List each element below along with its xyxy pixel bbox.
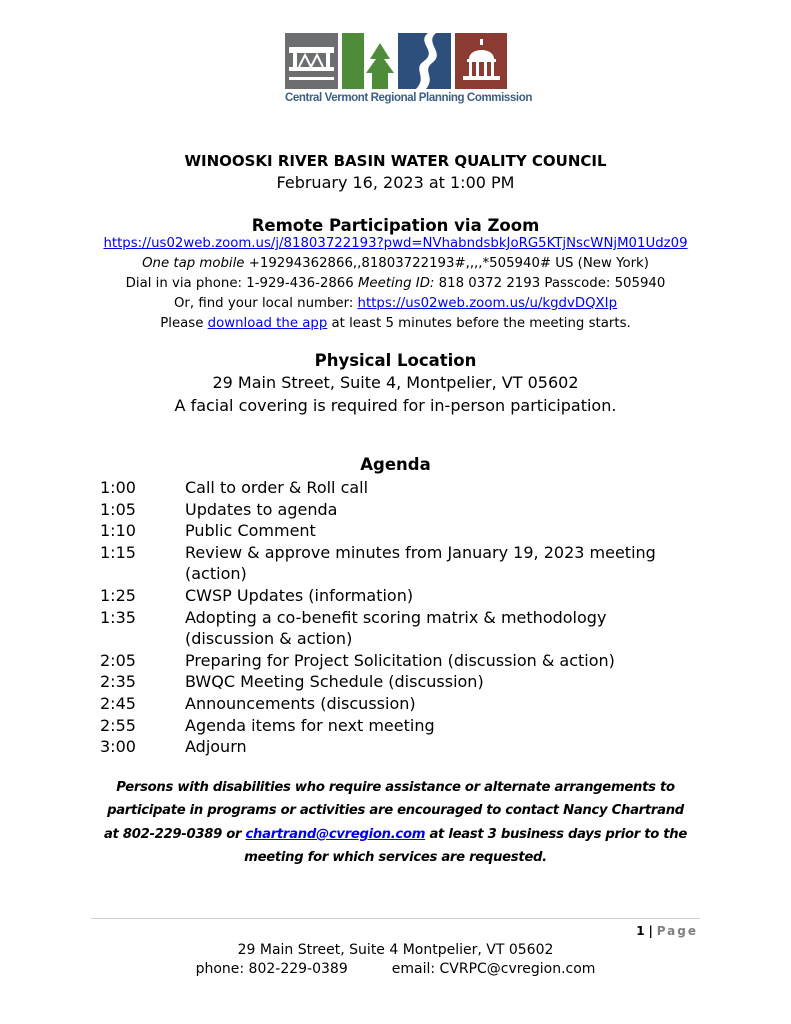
cvrpc-logo <box>285 33 532 111</box>
logo-org-name: Central Vermont Regional Planning Commission <box>285 92 532 104</box>
agenda-time: 1:05 <box>100 499 136 519</box>
agenda-item <box>0 671 791 693</box>
tree-icon <box>342 33 395 89</box>
dial-in-text: Dial in via phone: 1-929-436-2866 <box>125 276 354 291</box>
download-prefix: Please <box>160 316 204 331</box>
agenda-text: Preparing for Project Solicitation (discussion & action) <box>185 650 615 670</box>
facial-covering-note: A facial covering is required for in-person participation. <box>174 396 617 415</box>
agenda-time: 1:10 <box>100 521 136 541</box>
footer-email: email: CVRPC@cvregion.com <box>391 961 596 977</box>
agenda-text: Agenda items for next meeting <box>185 715 435 735</box>
agenda-item <box>0 693 791 715</box>
footer-address: 29 Main Street, Suite 4 Montpelier, VT 05602 <box>237 942 554 958</box>
download-row <box>0 316 791 331</box>
one-tap-value: +19294362866,,81803722193#,,,,*505940# US (New York) <box>248 256 649 271</box>
agenda-text: Public Comment <box>185 521 316 541</box>
meeting-id-value: 818 0372 2193 Passcode: 505940 <box>438 276 666 291</box>
accessibility-notice <box>80 776 711 870</box>
bridge-icon <box>285 33 338 89</box>
download-app-link[interactable]: download the app <box>207 316 328 331</box>
notice-line: Persons with disabilities who require assistance or alternate arrangements to <box>116 780 675 795</box>
agenda-time: 1:25 <box>100 585 136 605</box>
agenda-text: Adopting a co-benefit scoring matrix & methodology (discussion & action) <box>185 607 607 649</box>
download-suffix: at least 5 minutes before the meeting starts. <box>331 316 631 331</box>
agenda-text: Adjourn <box>185 737 247 757</box>
page-number <box>636 924 698 938</box>
agenda-time: 2:55 <box>100 715 136 735</box>
notice-line: participate in programs or activities are encouraged to contact Nancy Chartrand <box>107 803 684 819</box>
notice-email-link[interactable]: chartrand@cvregion.com <box>245 826 426 842</box>
agenda-item <box>0 542 791 585</box>
agenda-time: 2:05 <box>100 650 136 670</box>
footer-contact <box>0 961 791 977</box>
agenda-item <box>0 715 791 737</box>
remote-heading: Remote Participation via Zoom <box>251 216 540 235</box>
agenda-time: 2:35 <box>100 672 136 692</box>
page-number-value: 1 <box>636 924 645 938</box>
capitol-dome-icon <box>455 33 508 89</box>
agenda-item <box>0 585 791 607</box>
agenda-item <box>0 650 791 672</box>
meeting-date: February 16, 2023 at 1:00 PM <box>276 173 515 192</box>
document-title: WINOOSKI RIVER BASIN WATER QUALITY COUNCIL <box>184 152 607 170</box>
one-tap-label: One tap mobile <box>142 256 245 271</box>
agenda-item <box>0 499 791 521</box>
footer-divider <box>91 918 700 919</box>
physical-heading: Physical Location <box>314 351 477 370</box>
agenda-time: 1:35 <box>100 607 136 627</box>
agenda-heading: Agenda <box>360 455 431 474</box>
agenda-item <box>0 736 791 758</box>
logo-tiles <box>285 33 507 89</box>
logo-tree-tile <box>342 33 395 89</box>
notice-line-suffix: at least 3 business days prior to the <box>429 826 688 842</box>
zoom-link-row <box>0 236 791 251</box>
page-word: Page <box>656 924 698 938</box>
river-icon <box>398 33 451 89</box>
notice-line: meeting for which services are requested. <box>244 850 547 866</box>
agenda-item <box>0 607 791 650</box>
agenda-text: Call to order & Roll call <box>185 478 369 497</box>
logo-bridge-tile <box>285 33 338 89</box>
dial-in-row <box>0 276 791 291</box>
agenda-time: 3:00 <box>100 737 136 757</box>
notice-line-prefix: at 802-229-0389 or <box>103 826 242 842</box>
logo-river-tile <box>398 33 451 89</box>
agenda-text: Updates to agenda <box>185 499 338 519</box>
page-number-separator: | <box>648 924 653 938</box>
agenda-text: Announcements (discussion) <box>185 693 416 713</box>
logo-capitol-tile <box>455 33 508 89</box>
find-local-text: Or, find your local number: <box>173 296 354 311</box>
agenda-item <box>0 520 791 542</box>
notice-line <box>80 823 711 846</box>
meeting-id-label: Meeting ID: <box>357 276 435 291</box>
agenda-time: 2:45 <box>100 693 136 713</box>
agenda-item <box>0 477 791 499</box>
one-tap-row <box>0 256 791 271</box>
physical-address: 29 Main Street, Suite 4, Montpelier, VT 05602 <box>212 373 579 392</box>
agenda-list <box>0 477 791 758</box>
agenda-text: Review & approve minutes from January 19, 2023 meeting (action) <box>185 542 656 584</box>
agenda-text: BWQC Meeting Schedule (discussion) <box>185 672 484 692</box>
footer-phone: phone: 802-229-0389 <box>195 961 348 977</box>
zoom-meeting-link[interactable]: https://us02web.zoom.us/j/81803722193?pwd=NVhabndsbkJoRG5KTjNscWNjM01Udz09 <box>103 236 688 251</box>
agenda-time: 1:15 <box>100 542 136 562</box>
find-local-row <box>0 296 791 311</box>
agenda-text: CWSP Updates (information) <box>185 585 414 605</box>
agenda-time: 1:00 <box>100 478 136 497</box>
find-local-link[interactable]: https://us02web.zoom.us/u/kgdvDQXIp <box>357 296 618 311</box>
